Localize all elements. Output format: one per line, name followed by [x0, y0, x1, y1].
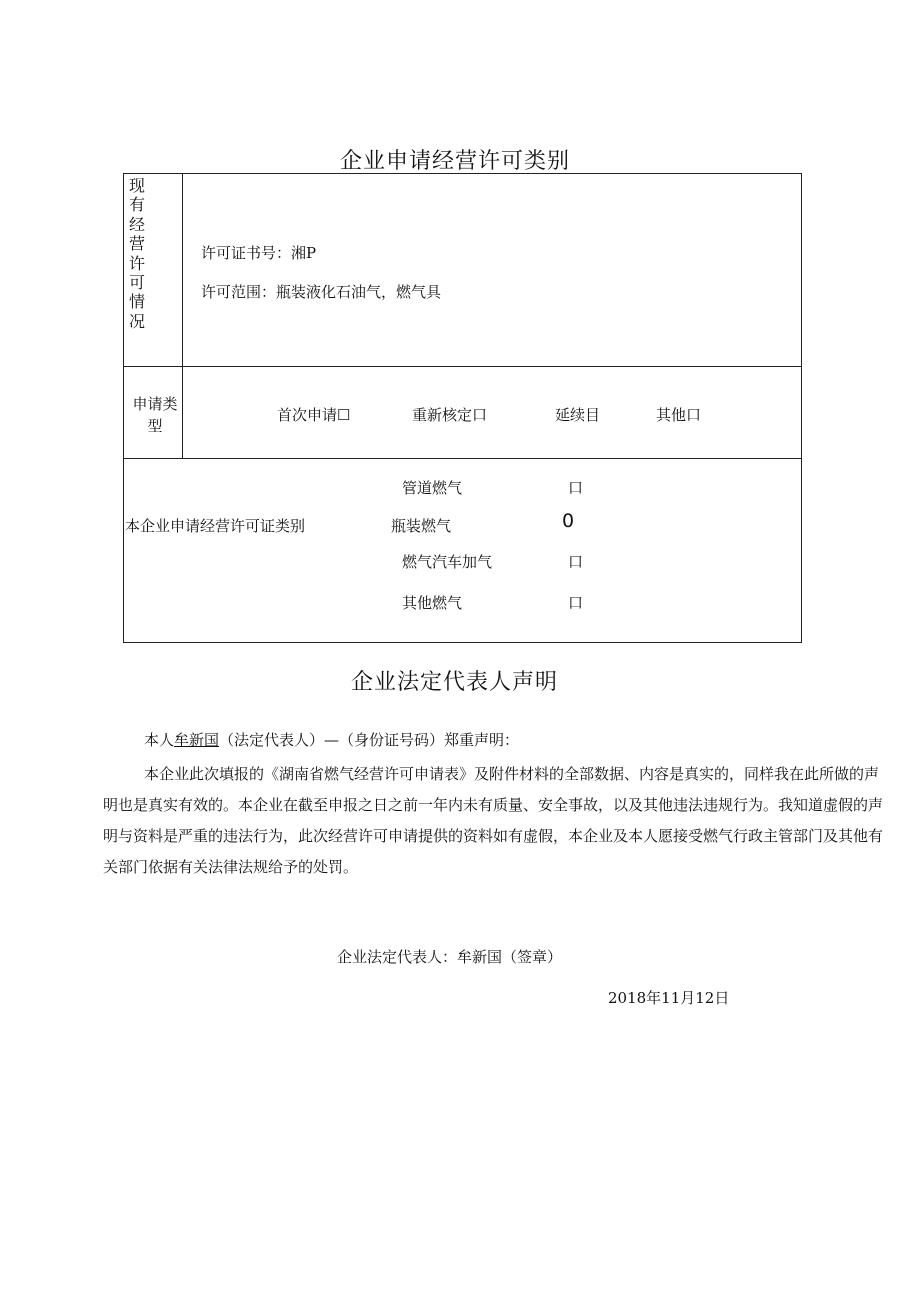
- apply-option-redetermine[interactable]: 重新核定口: [412, 406, 488, 424]
- apply-option-renew[interactable]: 延续目: [555, 406, 601, 424]
- category-pipeline-checkbox[interactable]: 口: [568, 479, 584, 497]
- signature-line: 企业法定代表人：牟新国（签章）: [337, 948, 563, 966]
- category-bottled-gas: 瓶装燃气: [391, 517, 452, 535]
- category-other-gas: 其他燃气: [402, 594, 463, 612]
- section2-title: 企业法定代表人声明: [351, 670, 559, 695]
- apply-option-first[interactable]: 首次申请☐: [277, 406, 351, 424]
- section1-title: 企业申请经营许可类别: [340, 149, 571, 174]
- category-vehicle-checkbox[interactable]: 口: [568, 553, 584, 571]
- apply-type-label: 申请类型: [132, 395, 178, 435]
- table-row-divider-2: [123, 458, 801, 459]
- category-bottled-checkbox[interactable]: 0: [562, 510, 575, 532]
- table-row-divider-1: [123, 366, 801, 367]
- intro-suffix: （法定代表人）—（身份证号码）郑重声明：: [219, 731, 520, 749]
- category-vehicle-gas: 燃气汽车加气: [402, 553, 493, 571]
- intro-prefix: 本人: [144, 731, 175, 749]
- declaration-body: 本企业此次填报的《湖南省燃气经营许可申请表》及附件材料的全部数据、内容是真实的，同样我在此所做的声明也是真实有效的。本企业在截至申报之日之前一年内未有质量、安全事故，以及其他违法违规行为。我知道虚假的声明与资料是严重的违法行为，此次经营许可申请提供的资料如有虚假，本企业及本人愿接受燃气行政主管部门及其他有关部门依据有关法律法规给予的处罚。: [103, 765, 884, 876]
- apply-option-other[interactable]: 其他口: [656, 406, 702, 424]
- license-number: 许可证书号：湘P: [201, 244, 317, 262]
- declaration-intro: [144, 729, 519, 750]
- declaration-date: 2018年11月12日: [608, 989, 730, 1007]
- categories-label: 本企业申请经营许可证类别: [125, 517, 306, 535]
- table-column-divider: [182, 173, 183, 458]
- existing-license-label: 现有经营许可情况: [128, 176, 145, 331]
- category-other-checkbox[interactable]: 口: [568, 594, 584, 612]
- category-pipeline-gas: 管道燃气: [402, 479, 463, 497]
- rep-name: 牟新国: [174, 731, 220, 749]
- license-scope: 许可范围：瓶装液化石油气，燃气具: [201, 283, 442, 301]
